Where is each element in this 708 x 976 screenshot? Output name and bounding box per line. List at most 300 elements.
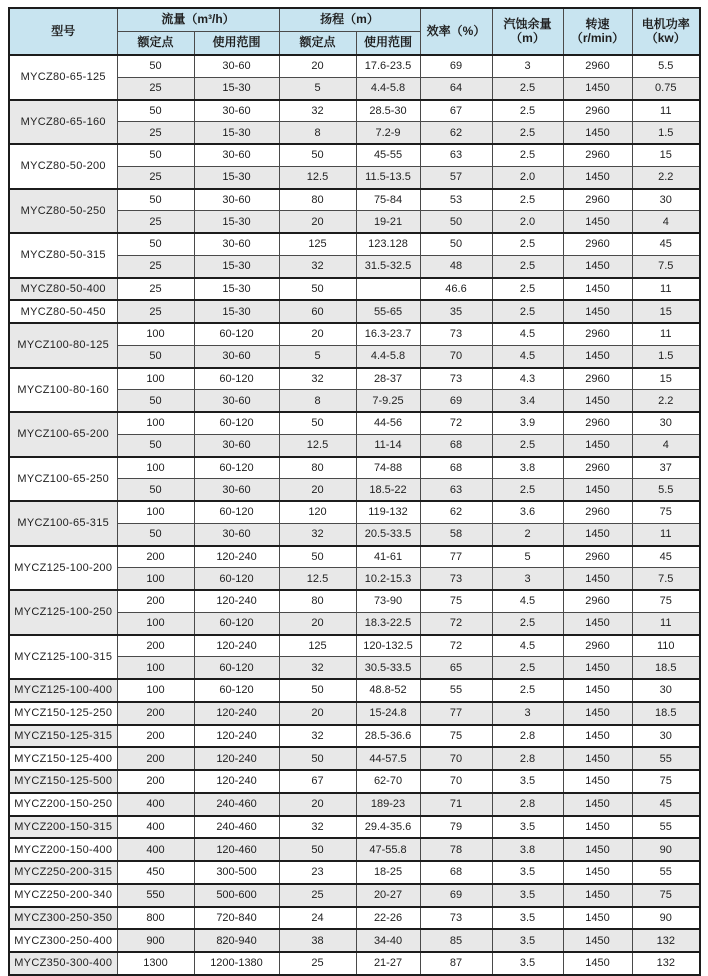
data-cell: 120-132.5 xyxy=(356,635,420,657)
table-row xyxy=(9,884,700,907)
data-cell: 28.5-36.6 xyxy=(356,725,420,748)
data-cell: 1450 xyxy=(563,211,632,233)
data-cell: 7-9.25 xyxy=(356,390,420,412)
data-cell: 67 xyxy=(279,770,356,793)
data-cell: 3.5 xyxy=(492,770,563,793)
col-header-head-group: 扬程（m） xyxy=(279,8,420,32)
data-cell: 15 xyxy=(632,300,700,323)
data-cell: 55 xyxy=(632,861,700,884)
table-row xyxy=(9,233,700,255)
data-cell: 28-37 xyxy=(356,368,420,390)
data-cell: 25 xyxy=(117,211,194,233)
data-cell: 90 xyxy=(632,907,700,930)
data-cell: 53 xyxy=(420,189,492,211)
data-cell: 30-60 xyxy=(194,390,279,412)
data-cell: 30-60 xyxy=(194,523,279,545)
data-cell: 8 xyxy=(279,122,356,144)
data-cell: 20 xyxy=(279,612,356,634)
data-cell: 77 xyxy=(420,702,492,725)
data-cell: 1450 xyxy=(563,725,632,748)
data-cell: 60-120 xyxy=(194,568,279,590)
data-cell: 1450 xyxy=(563,952,632,975)
data-cell: 100 xyxy=(117,657,194,679)
data-cell: 3 xyxy=(492,568,563,590)
data-cell: 11 xyxy=(632,100,700,122)
data-cell: 120-240 xyxy=(194,770,279,793)
data-cell: 123.128 xyxy=(356,233,420,255)
col-header-flow-group: 流量（m³/h） xyxy=(117,8,279,32)
data-cell: 2.8 xyxy=(492,793,563,816)
data-cell: 72 xyxy=(420,412,492,434)
data-cell: 50 xyxy=(279,679,356,702)
data-cell: 1450 xyxy=(563,77,632,99)
data-cell: 120-240 xyxy=(194,702,279,725)
data-cell: 30 xyxy=(632,725,700,748)
data-cell: 5 xyxy=(279,77,356,99)
data-cell: 62 xyxy=(420,501,492,523)
data-cell: 30 xyxy=(632,189,700,211)
data-cell: 70 xyxy=(420,770,492,793)
data-cell: 68 xyxy=(420,434,492,456)
data-cell: 2.5 xyxy=(492,77,563,99)
data-cell: 69 xyxy=(420,390,492,412)
data-cell: 44-57.5 xyxy=(356,747,420,770)
data-cell: 400 xyxy=(117,793,194,816)
data-cell: 119-132 xyxy=(356,501,420,523)
data-cell: 50 xyxy=(279,838,356,861)
data-cell: 1450 xyxy=(563,838,632,861)
data-cell: 1450 xyxy=(563,612,632,634)
data-cell: 32 xyxy=(279,100,356,122)
data-cell: 73 xyxy=(420,568,492,590)
data-cell: 5 xyxy=(279,345,356,367)
table-row xyxy=(9,144,700,166)
col-header-speed-unit: （r/min） xyxy=(570,30,625,45)
data-cell: 11.5-13.5 xyxy=(356,166,420,188)
data-cell: 2960 xyxy=(563,233,632,255)
data-cell: 74-88 xyxy=(356,457,420,479)
data-cell: 50 xyxy=(117,100,194,122)
data-cell: 50 xyxy=(279,546,356,568)
col-header-speed xyxy=(563,8,632,55)
data-cell: 25 xyxy=(117,300,194,323)
model-cell: MYCZ150-125-315 xyxy=(9,725,117,748)
data-cell: 100 xyxy=(117,501,194,523)
data-cell: 120-240 xyxy=(194,590,279,612)
data-cell: 4.3 xyxy=(492,368,563,390)
col-header-power-label: 电机功率 xyxy=(641,16,690,31)
data-cell: 32 xyxy=(279,368,356,390)
data-cell: 73 xyxy=(420,368,492,390)
data-cell: 20 xyxy=(279,323,356,345)
data-cell: 25 xyxy=(117,122,194,144)
data-cell: 2.5 xyxy=(492,300,563,323)
data-cell: 20 xyxy=(279,793,356,816)
data-cell: 7.5 xyxy=(632,255,700,277)
col-header-flow-range: 使用范围 xyxy=(194,32,279,56)
data-cell: 4.5 xyxy=(492,345,563,367)
data-cell: 62-70 xyxy=(356,770,420,793)
data-cell: 79 xyxy=(420,816,492,839)
data-cell: 18.5 xyxy=(632,702,700,725)
data-cell: 2.5 xyxy=(492,233,563,255)
data-cell: 50 xyxy=(117,233,194,255)
data-cell: 20.5-33.5 xyxy=(356,523,420,545)
data-cell: 71 xyxy=(420,793,492,816)
data-cell: 31.5-32.5 xyxy=(356,255,420,277)
data-cell: 2.5 xyxy=(492,479,563,501)
data-cell: 5 xyxy=(492,546,563,568)
data-cell: 100 xyxy=(117,368,194,390)
table-row xyxy=(9,635,700,657)
model-cell: MYCZ80-50-315 xyxy=(9,233,117,278)
data-cell: 75 xyxy=(632,884,700,907)
table-row xyxy=(9,590,700,612)
data-cell: 60-120 xyxy=(194,679,279,702)
data-cell: 90 xyxy=(632,838,700,861)
data-cell: 2960 xyxy=(563,144,632,166)
table-row xyxy=(9,412,700,434)
data-cell: 3.5 xyxy=(492,907,563,930)
table-row xyxy=(9,501,700,523)
data-cell: 1450 xyxy=(563,166,632,188)
data-cell: 30 xyxy=(632,412,700,434)
data-cell: 45 xyxy=(632,233,700,255)
data-cell: 58 xyxy=(420,523,492,545)
data-cell: 32 xyxy=(279,657,356,679)
data-cell: 77 xyxy=(420,546,492,568)
model-cell: MYCZ100-65-250 xyxy=(9,457,117,502)
table-row xyxy=(9,725,700,748)
data-cell: 19-21 xyxy=(356,211,420,233)
data-cell: 50 xyxy=(279,144,356,166)
data-cell: 2960 xyxy=(563,323,632,345)
data-cell: 2.8 xyxy=(492,725,563,748)
data-cell: 38 xyxy=(279,929,356,952)
table-row xyxy=(9,300,700,323)
table-row xyxy=(9,770,700,793)
data-cell: 50 xyxy=(117,345,194,367)
data-cell: 21-27 xyxy=(356,952,420,975)
data-cell: 20 xyxy=(279,55,356,77)
data-cell: 200 xyxy=(117,635,194,657)
table-row xyxy=(9,747,700,770)
data-cell: 32 xyxy=(279,523,356,545)
data-cell: 60-120 xyxy=(194,657,279,679)
data-cell: 30.5-33.5 xyxy=(356,657,420,679)
data-cell: 46.6 xyxy=(420,278,492,301)
data-cell: 30-60 xyxy=(194,144,279,166)
data-cell: 2.2 xyxy=(632,166,700,188)
data-cell: 25 xyxy=(117,77,194,99)
data-cell: 72 xyxy=(420,635,492,657)
data-cell: 50 xyxy=(117,55,194,77)
model-cell: MYCZ80-50-200 xyxy=(9,144,117,189)
data-cell: 400 xyxy=(117,816,194,839)
data-cell: 55-65 xyxy=(356,300,420,323)
data-cell: 69 xyxy=(420,55,492,77)
table-row xyxy=(9,546,700,568)
data-cell: 12.5 xyxy=(279,434,356,456)
model-cell: MYCZ100-65-315 xyxy=(9,501,117,546)
data-cell: 2960 xyxy=(563,189,632,211)
data-cell: 50 xyxy=(279,412,356,434)
data-cell: 80 xyxy=(279,189,356,211)
data-cell: 18.3-22.5 xyxy=(356,612,420,634)
data-cell: 73-90 xyxy=(356,590,420,612)
model-cell: MYCZ300-250-400 xyxy=(9,929,117,952)
table-row xyxy=(9,55,700,77)
model-cell: MYCZ350-300-400 xyxy=(9,952,117,975)
data-cell: 2.5 xyxy=(492,657,563,679)
data-cell: 2 xyxy=(492,523,563,545)
data-cell: 2.5 xyxy=(492,144,563,166)
data-cell: 60-120 xyxy=(194,323,279,345)
table-row xyxy=(9,323,700,345)
model-cell: MYCZ250-200-340 xyxy=(9,884,117,907)
data-cell: 50 xyxy=(117,523,194,545)
data-cell: 25 xyxy=(117,278,194,301)
data-cell: 2.5 xyxy=(492,189,563,211)
data-cell: 2.0 xyxy=(492,166,563,188)
data-cell: 30-60 xyxy=(194,189,279,211)
data-cell: 450 xyxy=(117,861,194,884)
data-cell: 16.3-23.7 xyxy=(356,323,420,345)
data-cell: 1450 xyxy=(563,568,632,590)
data-cell: 1300 xyxy=(117,952,194,975)
data-cell: 68 xyxy=(420,457,492,479)
data-cell: 32 xyxy=(279,725,356,748)
data-cell: 4.4-5.8 xyxy=(356,77,420,99)
data-cell: 30-60 xyxy=(194,100,279,122)
data-cell: 63 xyxy=(420,144,492,166)
data-cell: 1450 xyxy=(563,523,632,545)
table-row xyxy=(9,100,700,122)
data-cell: 55 xyxy=(632,816,700,839)
data-cell: 45-55 xyxy=(356,144,420,166)
data-cell: 73 xyxy=(420,907,492,930)
data-cell: 78 xyxy=(420,838,492,861)
data-cell: 3 xyxy=(492,702,563,725)
data-cell: 200 xyxy=(117,702,194,725)
data-cell: 55 xyxy=(420,679,492,702)
table-row xyxy=(9,457,700,479)
pump-spec-table xyxy=(8,7,701,976)
data-cell: 189-23 xyxy=(356,793,420,816)
data-cell: 3.5 xyxy=(492,861,563,884)
data-cell: 50 xyxy=(117,479,194,501)
data-cell: 11 xyxy=(632,612,700,634)
data-cell: 20-27 xyxy=(356,884,420,907)
data-cell: 2960 xyxy=(563,55,632,77)
data-cell: 25 xyxy=(117,255,194,277)
model-cell: MYCZ125-100-315 xyxy=(9,635,117,680)
data-cell: 100 xyxy=(117,323,194,345)
table-row xyxy=(9,838,700,861)
data-cell: 37 xyxy=(632,457,700,479)
data-cell: 100 xyxy=(117,568,194,590)
model-cell: MYCZ200-150-315 xyxy=(9,816,117,839)
model-cell: MYCZ200-150-400 xyxy=(9,838,117,861)
data-cell: 29.4-35.6 xyxy=(356,816,420,839)
data-cell: 1450 xyxy=(563,907,632,930)
data-cell: 12.5 xyxy=(279,166,356,188)
data-cell: 68 xyxy=(420,861,492,884)
data-cell: 400 xyxy=(117,838,194,861)
data-cell: 30-60 xyxy=(194,434,279,456)
data-cell: 1.5 xyxy=(632,345,700,367)
data-cell: 30-60 xyxy=(194,55,279,77)
table-row xyxy=(9,368,700,390)
data-cell: 10.2-15.3 xyxy=(356,568,420,590)
data-cell: 100 xyxy=(117,679,194,702)
data-cell: 11-14 xyxy=(356,434,420,456)
data-cell: 3.8 xyxy=(492,838,563,861)
data-cell: 48 xyxy=(420,255,492,277)
data-cell: 7.2-9 xyxy=(356,122,420,144)
data-cell: 18-25 xyxy=(356,861,420,884)
model-cell: MYCZ250-200-315 xyxy=(9,861,117,884)
table-row xyxy=(9,907,700,930)
table-row xyxy=(9,929,700,952)
data-cell: 75-84 xyxy=(356,189,420,211)
data-cell: 18.5-22 xyxy=(356,479,420,501)
data-cell: 64 xyxy=(420,77,492,99)
data-cell: 30-60 xyxy=(194,233,279,255)
data-cell: 3.9 xyxy=(492,412,563,434)
data-cell: 30 xyxy=(632,679,700,702)
data-cell: 3.5 xyxy=(492,952,563,975)
data-cell: 20 xyxy=(279,702,356,725)
data-cell: 15-30 xyxy=(194,166,279,188)
data-cell: 1.5 xyxy=(632,122,700,144)
data-cell: 1450 xyxy=(563,390,632,412)
col-header-speed-label: 转速 xyxy=(585,16,610,31)
data-cell: 1450 xyxy=(563,278,632,301)
data-cell: 2.2 xyxy=(632,390,700,412)
table-row xyxy=(9,679,700,702)
data-cell: 2.0 xyxy=(492,211,563,233)
data-cell: 70 xyxy=(420,747,492,770)
data-cell: 0.75 xyxy=(632,77,700,99)
data-cell: 1450 xyxy=(563,345,632,367)
data-cell: 72 xyxy=(420,612,492,634)
col-header-efficiency: 效率（%） xyxy=(420,8,492,55)
data-cell: 125 xyxy=(279,635,356,657)
data-cell: 15 xyxy=(632,144,700,166)
data-cell: 3 xyxy=(492,55,563,77)
col-header-power-unit: （kw） xyxy=(645,30,686,45)
data-cell: 100 xyxy=(117,457,194,479)
data-cell: 15 xyxy=(632,368,700,390)
data-cell: 100 xyxy=(117,612,194,634)
table-row xyxy=(9,952,700,975)
data-cell: 50 xyxy=(420,233,492,255)
data-cell: 5.5 xyxy=(632,479,700,501)
data-cell: 11 xyxy=(632,323,700,345)
data-cell: 2.5 xyxy=(492,434,563,456)
data-cell: 15-30 xyxy=(194,278,279,301)
data-cell: 200 xyxy=(117,590,194,612)
data-cell: 50 xyxy=(117,390,194,412)
data-cell: 110 xyxy=(632,635,700,657)
data-cell: 15-30 xyxy=(194,300,279,323)
model-cell: MYCZ125-100-400 xyxy=(9,679,117,702)
data-cell xyxy=(356,278,420,301)
col-header-model: 型号 xyxy=(9,8,117,55)
data-cell: 75 xyxy=(632,501,700,523)
data-cell: 125 xyxy=(279,233,356,255)
data-cell: 15-30 xyxy=(194,122,279,144)
data-cell: 5.5 xyxy=(632,55,700,77)
data-cell: 69 xyxy=(420,884,492,907)
data-cell: 300-500 xyxy=(194,861,279,884)
col-header-flow-rated: 额定点 xyxy=(117,32,194,56)
data-cell: 60-120 xyxy=(194,457,279,479)
pump-table-body xyxy=(9,55,700,975)
data-cell: 47-55.8 xyxy=(356,838,420,861)
col-header-head-rated: 额定点 xyxy=(279,32,356,56)
data-cell: 48.8-52 xyxy=(356,679,420,702)
data-cell: 50 xyxy=(420,211,492,233)
data-cell: 63 xyxy=(420,479,492,501)
data-cell: 60 xyxy=(279,300,356,323)
model-cell: MYCZ300-250-350 xyxy=(9,907,117,930)
data-cell: 4 xyxy=(632,434,700,456)
data-cell: 2.8 xyxy=(492,747,563,770)
data-cell: 45 xyxy=(632,793,700,816)
model-cell: MYCZ80-65-125 xyxy=(9,55,117,100)
data-cell: 2960 xyxy=(563,501,632,523)
data-cell: 2.5 xyxy=(492,122,563,144)
data-cell: 15-30 xyxy=(194,211,279,233)
model-cell: MYCZ150-125-500 xyxy=(9,770,117,793)
data-cell: 60-120 xyxy=(194,501,279,523)
table-row xyxy=(9,861,700,884)
data-cell: 11 xyxy=(632,523,700,545)
data-cell: 120-240 xyxy=(194,747,279,770)
table-row xyxy=(9,278,700,301)
data-cell: 75 xyxy=(420,590,492,612)
model-cell: MYCZ150-125-400 xyxy=(9,747,117,770)
data-cell: 2960 xyxy=(563,635,632,657)
data-cell: 1450 xyxy=(563,300,632,323)
data-cell: 41-61 xyxy=(356,546,420,568)
data-cell: 75 xyxy=(632,770,700,793)
data-cell: 32 xyxy=(279,816,356,839)
data-cell: 1450 xyxy=(563,679,632,702)
table-header xyxy=(9,8,700,55)
data-cell: 2.5 xyxy=(492,100,563,122)
data-cell: 200 xyxy=(117,725,194,748)
data-cell: 132 xyxy=(632,952,700,975)
data-cell: 2960 xyxy=(563,546,632,568)
data-cell: 720-840 xyxy=(194,907,279,930)
data-cell: 500-600 xyxy=(194,884,279,907)
data-cell: 3.5 xyxy=(492,816,563,839)
data-cell: 1450 xyxy=(563,929,632,952)
data-cell: 120-460 xyxy=(194,838,279,861)
data-cell: 4.5 xyxy=(492,323,563,345)
model-cell: MYCZ150-125-250 xyxy=(9,702,117,725)
data-cell: 1450 xyxy=(563,479,632,501)
data-cell: 34-40 xyxy=(356,929,420,952)
col-header-npsh xyxy=(492,8,563,55)
data-cell: 1450 xyxy=(563,747,632,770)
data-cell: 1450 xyxy=(563,702,632,725)
model-cell: MYCZ125-100-250 xyxy=(9,590,117,635)
data-cell: 800 xyxy=(117,907,194,930)
